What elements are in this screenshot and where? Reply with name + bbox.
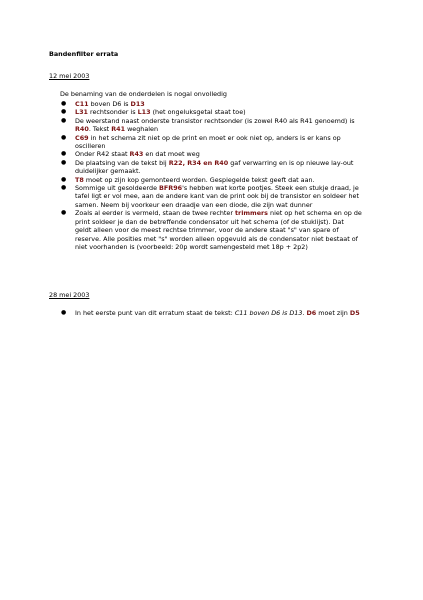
- bullet-icon: ●: [61, 175, 67, 183]
- text-run: (het ongeluksgetal staat toe): [150, 108, 246, 117]
- text-run: Onder R42 staat: [75, 150, 130, 159]
- erratum-list: [61, 100, 362, 251]
- text-run: .: [302, 309, 307, 317]
- component-ref: D13: [130, 100, 145, 108]
- text-line: [75, 309, 360, 317]
- component-ref: L13: [137, 108, 151, 117]
- text-line: [75, 218, 362, 226]
- text-run: niet voorhanden is (voorbeeld: 20p wordt samengesteld met 18p + 2p2): [75, 242, 308, 251]
- component-ref: R22, R34 en R40: [168, 158, 229, 167]
- text-run: Sommige uit gesoldeerde: [75, 184, 160, 193]
- bullet-icon: ●: [61, 158, 67, 166]
- component-ref: R41: [111, 125, 126, 134]
- component-ref: T8: [75, 175, 84, 184]
- text-run: samen. Neem bij voorkeur een draadje van een diode, die zijn wat dunner: [75, 200, 313, 209]
- text-run: niet op het schema en op de: [268, 209, 362, 218]
- text-run: in het schema zit niet op de print en moet er ook niet op, anders is er kans op: [88, 133, 341, 142]
- text-line: [75, 192, 362, 200]
- section-date: 28 mei 2003: [49, 291, 90, 299]
- section-date: 12 mei 2003: [49, 72, 90, 80]
- text-run: De weerstand naast onderste transistor rechtsonder (is zowel R40 als R41 genoemd) is: [75, 116, 355, 125]
- text-run: geldt alleen voor de meest rechtse trimmer, voor de andere staat "s" van spare of: [75, 226, 339, 235]
- component-ref: trimmers: [234, 209, 268, 218]
- list-item: [61, 134, 362, 151]
- document-title: Bandenfilter errata: [49, 50, 119, 58]
- component-ref: C11: [75, 100, 89, 108]
- text-run: De plaatsing van de tekst bij: [75, 158, 169, 167]
- text-run: . Tekst: [88, 125, 112, 134]
- text-line: [75, 243, 362, 251]
- component-ref: C69: [75, 133, 89, 142]
- list-item: [61, 117, 362, 134]
- bullet-icon: ●: [61, 133, 67, 141]
- text-line: [75, 209, 362, 217]
- text-run: en dat moet weg: [143, 150, 200, 159]
- text-run: boven D6 is: [88, 100, 131, 108]
- text-line: [75, 226, 362, 234]
- text-line: [75, 176, 362, 184]
- list-item: [61, 150, 362, 158]
- bullet-icon: ●: [61, 100, 67, 107]
- list-item: [61, 209, 362, 251]
- text-run: Zoals al eerder is vermeld, staan de twee rechter: [75, 209, 235, 218]
- text-line: [75, 142, 362, 150]
- component-ref: D5: [349, 309, 360, 317]
- list-item: [61, 309, 360, 317]
- bullet-icon: ●: [61, 150, 67, 158]
- text-line: [75, 134, 362, 142]
- text-run: In het eerste punt van dit erratum staat de tekst:: [75, 309, 235, 317]
- text-run: moet zijn: [316, 309, 350, 317]
- text-run: rechtsonder is: [87, 108, 138, 117]
- erratum-list: [61, 309, 360, 317]
- section-intro: De benaming van de onderdelen is nogal onvolledig: [60, 90, 227, 98]
- list-item: [61, 184, 362, 209]
- quoted-text: C11 boven D6 is D13: [234, 309, 303, 317]
- list-item: [61, 176, 362, 184]
- text-run: duidelijker gemaakt.: [75, 167, 141, 176]
- text-run: print soldeer je dan de betreffende condensator uit het schema (of de stuklijst). Dat: [75, 217, 344, 226]
- component-ref: R40: [75, 125, 89, 134]
- text-line: [75, 117, 362, 125]
- list-item: [61, 108, 362, 116]
- text-run: reserve. Alle posities met "s" worden alleen opgevuld als de condensator niet bestaat of: [75, 234, 358, 243]
- text-run: 's hebben wat korte pootjes. Steek een stukje draad, je: [182, 184, 359, 193]
- bullet-icon: ●: [61, 116, 67, 124]
- component-ref: BFR96: [159, 184, 183, 193]
- component-ref: R43: [129, 150, 144, 159]
- list-item: [61, 159, 362, 176]
- text-run: moet op zijn kop gemonteerd worden. Gespiegelde tekst geeft dat aan.: [83, 175, 315, 184]
- text-line: [75, 108, 362, 116]
- text-line: [75, 235, 362, 243]
- text-line: [75, 125, 362, 133]
- bullet-icon: ●: [61, 309, 67, 316]
- text-line: [75, 159, 362, 167]
- text-line: [75, 167, 362, 175]
- component-ref: D6: [306, 309, 317, 317]
- text-line: [75, 150, 362, 158]
- text-line: [75, 184, 362, 192]
- component-ref: L31: [75, 108, 88, 117]
- list-item: [61, 100, 362, 108]
- text-run: weghalen: [125, 125, 159, 134]
- text-line: [75, 100, 362, 108]
- text-run: oscilleren: [75, 142, 106, 151]
- bullet-icon: ●: [61, 209, 67, 217]
- bullet-icon: ●: [61, 108, 67, 116]
- text-run: gaf verwarring en is op nieuwe lay-out: [228, 158, 354, 167]
- text-run: tafel ligt er vol mee, aan de andere kant van de print ook bij de transistor en soldeer het: [75, 192, 359, 201]
- bullet-icon: ●: [61, 184, 67, 192]
- text-line: [75, 201, 362, 209]
